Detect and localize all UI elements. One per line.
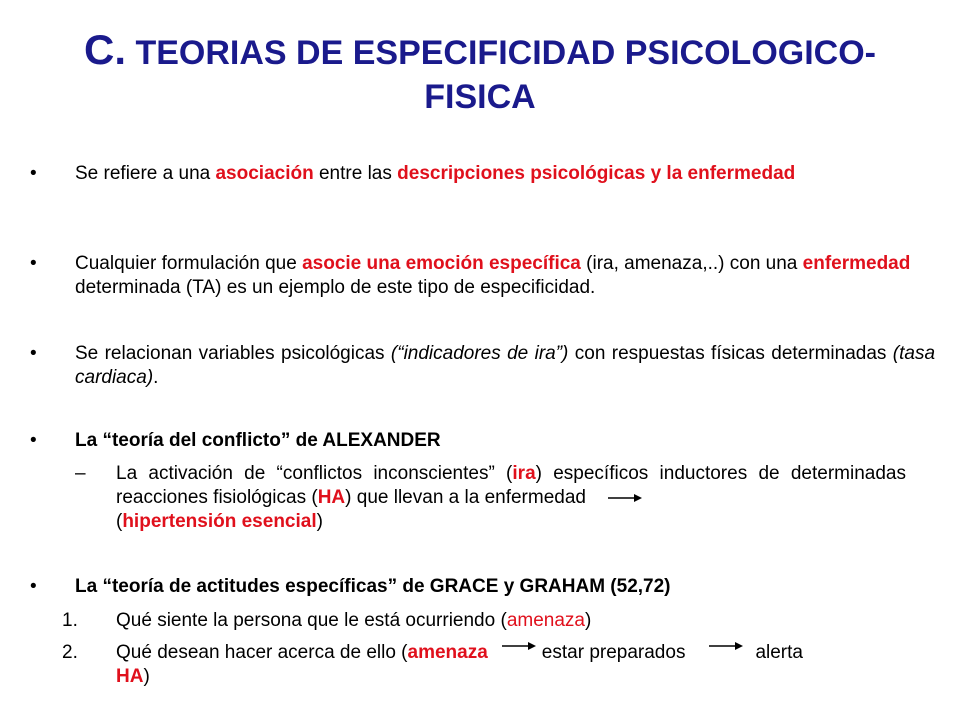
arrow-right-icon <box>502 641 536 651</box>
text-run: Qué desean hacer acerca de ello ( <box>116 642 408 663</box>
highlight-descripciones: descripciones psicológicas y la enfermedad <box>397 163 796 184</box>
bullet-heading-grace: La “teoría de actitudes específicas” de GRACE y GRAHAM (52,72) <box>75 576 671 597</box>
highlight-emocion: asocie una emoción específica <box>302 253 581 274</box>
text-run: determinada (TA) es un ejemplo de este tipo de especificidad. <box>75 277 596 298</box>
highlight-ha: HA <box>317 487 346 508</box>
bullet-marker: • <box>30 253 37 274</box>
numbered-text-2 <box>116 641 936 689</box>
text-run: entre las <box>313 163 398 184</box>
number-1: 1. <box>62 610 78 631</box>
numbered-text-1 <box>116 609 906 633</box>
highlight-ha-2: HA <box>116 666 144 687</box>
title-line-1 <box>40 28 920 75</box>
highlight-amenaza: amenaza <box>506 610 585 631</box>
slide-title <box>40 28 920 119</box>
text-run: ) específicos inductores de determinadas reacciones fisiológicas ( <box>116 463 906 508</box>
text-run: con respuestas físicas determinadas <box>568 343 893 364</box>
bullet-marker: • <box>30 343 37 364</box>
highlight-enfermedad: enfermedad <box>802 253 911 274</box>
text-run: . <box>153 367 159 388</box>
bullet-marker: • <box>30 576 37 597</box>
bullet-heading-alexander: La “teoría del conflicto” de ALEXANDER <box>75 430 441 451</box>
text-run: alerta <box>755 642 803 663</box>
sub-text-alexander <box>116 462 906 534</box>
highlight-hipertension: hipertensión esencial <box>122 511 317 532</box>
arrow-right-icon <box>709 641 743 651</box>
italic-indicadores: (“indicadores de ira”) <box>390 343 569 364</box>
text-run: Se relacionan variables psicológicas <box>75 343 391 364</box>
arrow-right-icon <box>608 493 642 503</box>
bullet-text-1 <box>75 162 835 186</box>
bullet-marker: • <box>30 430 37 451</box>
highlight-asociacion: asociación <box>215 163 314 184</box>
bullet-marker: • <box>30 163 37 184</box>
text-run: (ira, amenaza,..) con una <box>580 253 803 274</box>
text-run: estar preparados <box>541 642 686 663</box>
text-run: Qué siente la persona que le está ocurriendo ( <box>116 610 507 631</box>
text-run: ) <box>316 511 323 532</box>
text-run: ) <box>584 610 592 631</box>
bullet-text-2 <box>75 252 945 300</box>
text-run: La activación de “conflictos inconscientes” ( <box>116 463 513 484</box>
text-run: Cualquier formulación que <box>75 253 303 274</box>
title-letter: C. <box>84 26 127 73</box>
text-run: Se refiere a una <box>75 163 216 184</box>
number-2: 2. <box>62 642 78 663</box>
italic-tasa: (tasa cardiaca) <box>75 343 936 388</box>
text-run: ) que llevan a la enfermedad <box>345 487 586 508</box>
dash-marker: – <box>75 463 86 484</box>
title-line-2: FISICA <box>424 78 536 116</box>
text-run: ( <box>116 511 123 532</box>
text-run: ) <box>143 666 150 687</box>
title-text-1: TEORIAS DE ESPECIFICIDAD PSICOLOGICO- <box>135 34 876 72</box>
bullet-text-3 <box>75 342 935 390</box>
highlight-ira: ira <box>512 463 536 484</box>
highlight-amenaza-bold: amenaza <box>407 642 488 663</box>
